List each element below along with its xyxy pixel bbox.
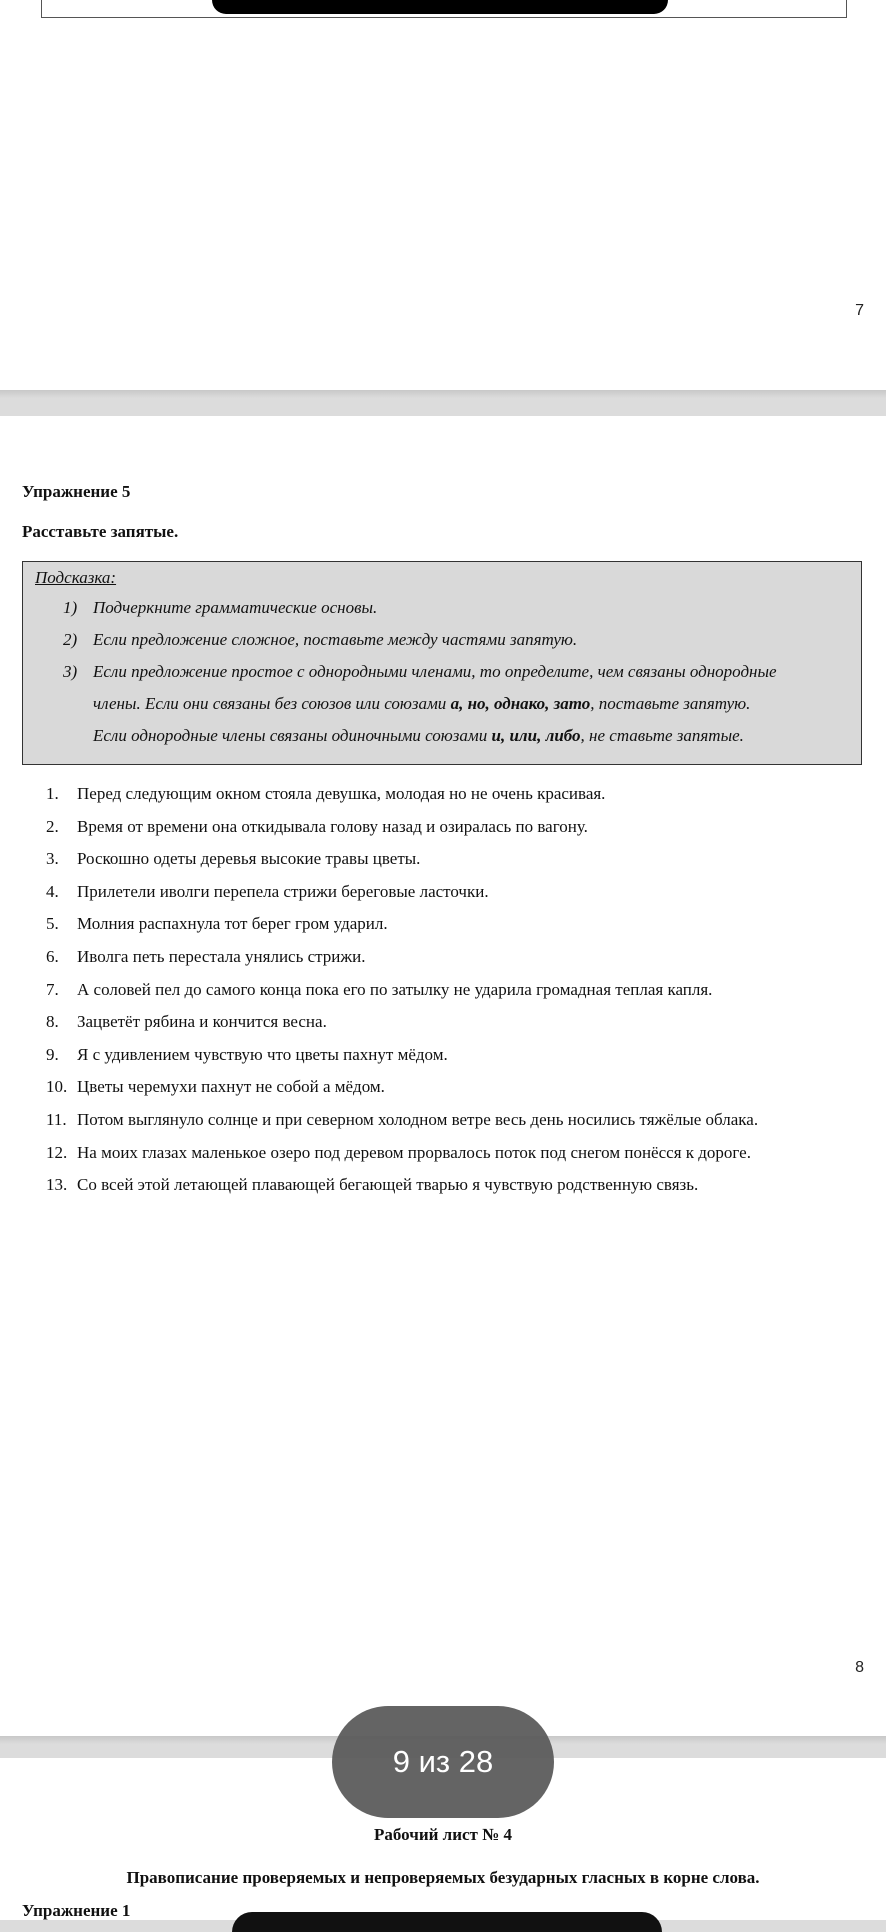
document-page-8 — [0, 416, 886, 1736]
list-item: 9. Я с удивлением чувствую что цветы пахнут мёдом. — [46, 1044, 448, 1064]
worksheet-title: Рабочий лист № 4 — [374, 1825, 512, 1844]
redaction-block — [212, 0, 668, 14]
exercise-instruction: Расставьте запятые. — [22, 522, 179, 541]
hint-item: 2) Если предложение сложное, поставьте между частями запятую. — [63, 630, 578, 649]
list-item: 3. Роскошно одеты деревья высокие травы цветы. — [46, 849, 421, 869]
list-item: 6. Иволга петь перестала унялись стрижи. — [46, 946, 366, 966]
hint-box — [22, 561, 862, 765]
list-item: 11. Потом выглянуло солнце и при северном холодном ветре весь день носились тяжёлые облака. — [46, 1109, 759, 1129]
list-item: 13. Со всей этой летающей плавающей бегающей тварью я чувствую родственную связь. — [46, 1175, 699, 1195]
worksheet-subtitle: Правописание проверяемых и непроверяемых безударных гласных в корне слова. — [126, 1868, 760, 1887]
page-number: 8 — [855, 1659, 864, 1676]
list-item: 2. Время от времени она откидывала голову назад и озиралась по вагону. — [46, 816, 588, 836]
hint-item: 3) Если предложение простое с однородными членами, то определите, чем связаны однородные члены. Если они связаны без союзов или союзами а, но, однако, зато, поставьте запятую. Если однородные члены связаны одиночными союзами и, или, либо, не ставьте запятые. — [63, 662, 777, 745]
redaction-block — [232, 1912, 662, 1932]
sentence-list — [46, 778, 866, 1202]
list-item: 5. Молния распахнула тот берег гром ударил. — [46, 914, 388, 934]
page-indicator: 9 из 28 — [332, 1706, 554, 1818]
list-item: 8. Зацветёт рябина и кончится весна. — [46, 1012, 327, 1032]
exercise-title: Упражнение 1 — [22, 1901, 131, 1920]
list-item: 7. А соловей пел до самого конца пока его по затылку не ударила громадная теплая капля. — [46, 979, 713, 999]
list-item: 12. На моих глазах маленькое озеро под деревом прорвалось поток под снегом понёсся к дороге. — [46, 1142, 751, 1162]
page-number: 7 — [855, 302, 864, 319]
list-item: 10. Цветы черемухи пахнут не собой а мёдом. — [46, 1077, 385, 1097]
exercise-title: Упражнение 5 — [22, 482, 131, 501]
list-item: 1. Перед следующим окном стояла девушка, молодая но не очень красивая. — [46, 784, 606, 803]
document-page-7 — [0, 0, 886, 390]
hint-title: Подсказка: — [35, 568, 117, 587]
list-item: 4. Прилетели иволги перепела стрижи береговые ласточки. — [46, 881, 489, 901]
hint-item: 1) Подчеркните грамматические основы. — [63, 598, 378, 617]
page-separator — [0, 390, 886, 398]
